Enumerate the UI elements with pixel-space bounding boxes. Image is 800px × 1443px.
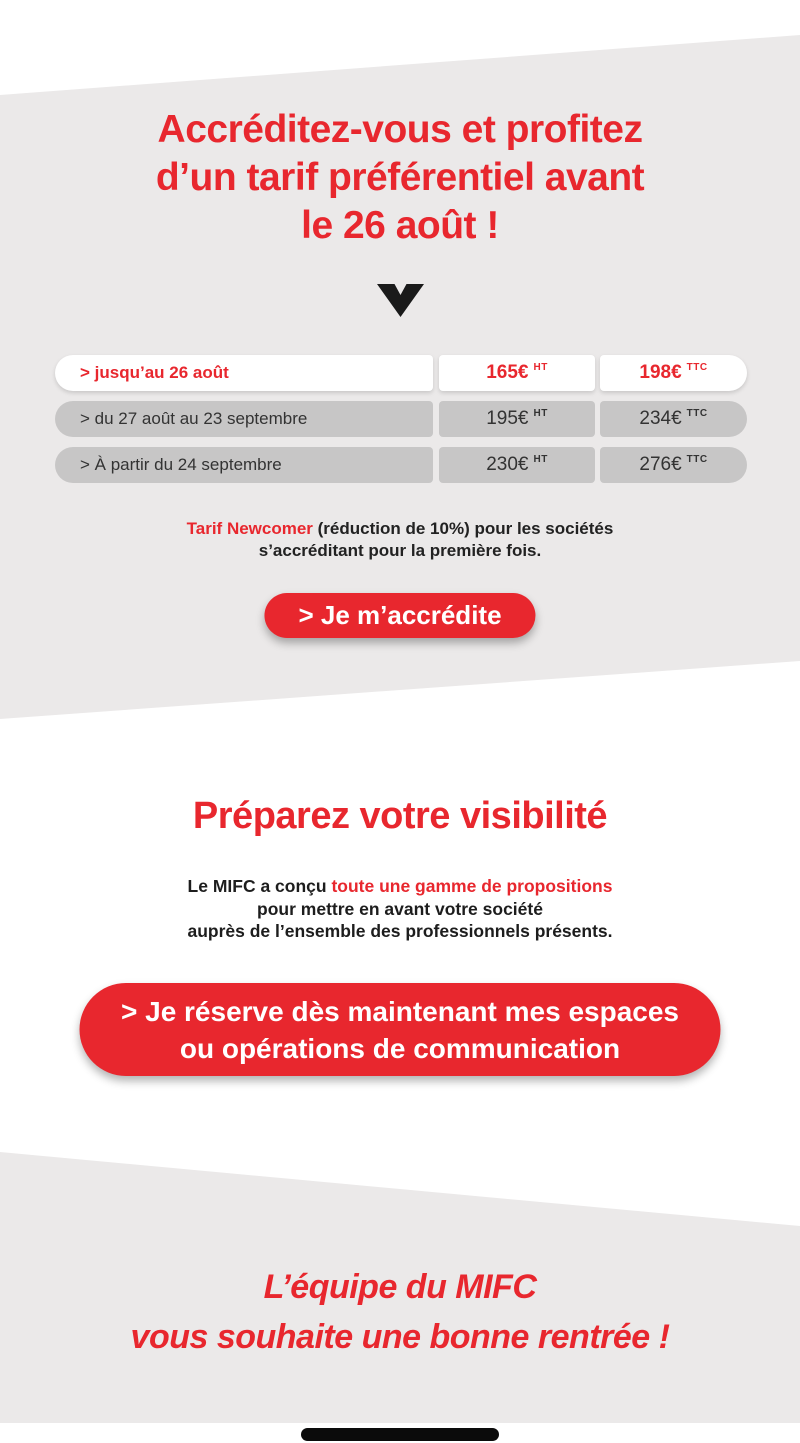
visibility-title: Préparez votre visibilité — [192, 795, 608, 837]
price-ht-suffix: HT — [533, 361, 548, 373]
footer-message-line1: L’équipe du MIFC — [263, 1268, 537, 1306]
visibility-body — [0, 875, 800, 943]
price-ttc-value: 234€ — [639, 408, 682, 429]
newcomer-line1 — [0, 518, 800, 540]
reserve-button-line1: > Je réserve dès maintenant mes espaces — [120, 995, 679, 1027]
price-ht-value: 230€ — [486, 454, 529, 475]
pricing-period-label: > À partir du 24 septembre — [55, 447, 433, 483]
pricing-period-label: > du 27 août au 23 septembre — [55, 401, 433, 437]
pricing-row-late — [55, 447, 747, 483]
price-ttc-value: 198€ — [639, 362, 682, 383]
visibility-body-line1 — [0, 875, 800, 898]
price-ht-cell — [439, 401, 595, 437]
accredit-button[interactable]: > Je m’accrédite — [264, 593, 535, 638]
reserve-button-line2: ou opérations de communication — [179, 1032, 621, 1064]
price-ht-cell — [439, 447, 595, 483]
reserve-button[interactable] — [80, 983, 721, 1076]
footer-message — [0, 1262, 800, 1362]
price-ttc-cell — [600, 401, 747, 437]
chevron-down-icon — [0, 284, 800, 322]
visibility-body-prefix: Le MIFC a conçu — [187, 876, 332, 896]
pricing-row-mid — [55, 401, 747, 437]
visibility-body-highlight: toute une gamme de propositions — [331, 876, 613, 896]
footer-message-line2: vous souhaite une bonne rentrée ! — [130, 1318, 670, 1356]
price-ttc-cell — [600, 447, 747, 483]
hero-title — [0, 106, 800, 250]
pricing-row-early — [55, 355, 747, 391]
newcomer-note — [0, 518, 800, 562]
price-ht-suffix: HT — [533, 407, 548, 419]
pricing-period-label: > jusqu’au 26 août — [55, 355, 433, 391]
home-indicator-bar — [301, 1428, 499, 1441]
price-ttc-cell — [600, 355, 747, 391]
newcomer-rest: (réduction de 10%) pour les sociétés — [312, 519, 614, 538]
newcomer-line2: s’accréditant pour la première fois. — [258, 541, 542, 560]
visibility-body-line3: auprès de l’ensemble des professionnels présents. — [187, 921, 613, 941]
price-ht-value: 195€ — [486, 408, 529, 429]
price-ttc-value: 276€ — [639, 454, 682, 475]
visibility-body-line2: pour mettre en avant votre société — [257, 898, 543, 919]
pricing-table — [55, 355, 747, 493]
hero-title-line3: le 26 août ! — [301, 204, 499, 247]
price-ht-suffix: HT — [533, 453, 548, 465]
newcomer-highlight: Tarif Newcomer — [186, 519, 313, 538]
hero-title-line2: d’un tarif préférentiel avant — [155, 156, 645, 199]
price-ttc-suffix: TTC — [686, 361, 708, 373]
price-ht-cell — [439, 355, 595, 391]
hero-title-line1: Accréditez-vous et profitez — [157, 108, 643, 151]
price-ttc-suffix: TTC — [686, 407, 708, 419]
price-ttc-suffix: TTC — [686, 453, 708, 465]
price-ht-value: 165€ — [486, 362, 529, 383]
